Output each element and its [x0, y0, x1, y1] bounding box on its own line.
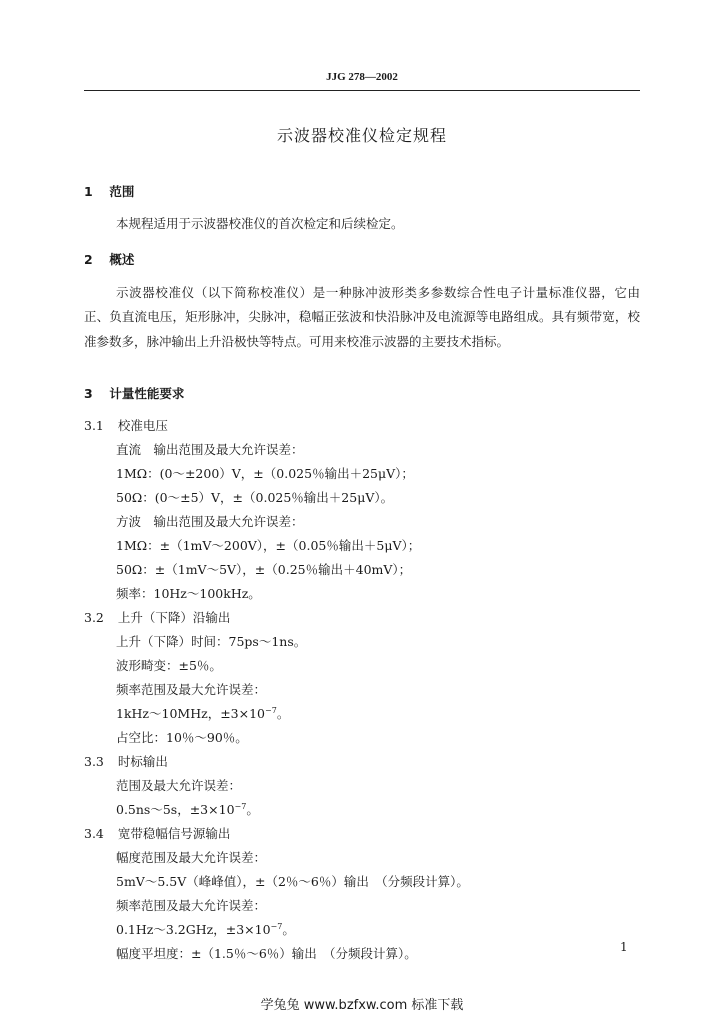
- freq-range-spec: [116, 706, 289, 722]
- freq-range-spec-main: 1kHz～10MHz，±3×10: [116, 706, 266, 721]
- section-1-number: 1: [84, 184, 93, 199]
- header-code: JJG 278—2002: [326, 71, 398, 83]
- item-3-1-number: 3.1: [84, 418, 104, 433]
- section-2-number: 2: [84, 252, 93, 267]
- section-2-heading: [84, 252, 134, 268]
- time-mark-spec-end: 。: [246, 802, 259, 817]
- square-1mohm-spec: 1MΩ：±（1mV～200V），±（0.05％输出＋5μV）；: [116, 538, 421, 553]
- section-3-title: 计量性能要求: [109, 386, 185, 401]
- square-frequency: 频率：10Hz～100kHz。: [116, 586, 261, 601]
- section-3-heading: [84, 386, 184, 402]
- signal-freq-spec-exponent: −7: [270, 921, 283, 931]
- item-3-2-title: 上升（下降）沿输出: [117, 610, 231, 625]
- item-3-1-heading: [84, 418, 168, 434]
- section-1-text: 本规程适用于示波器校准仪的首次检定和后续检定。: [116, 216, 404, 231]
- amplitude-range-spec: 5mV～5.5V（峰峰值），±（2％～6％）输出 （分频段计算）。: [116, 874, 469, 889]
- signal-freq-spec-end: 。: [282, 922, 295, 937]
- header-rule: [84, 90, 640, 91]
- time-mark-range-label: 范围及最大允许误差：: [116, 778, 242, 793]
- dc-50ohm-spec: 50Ω：(0～±5）V，±（0.025％输出＋25μV）。: [116, 490, 394, 505]
- duty-cycle-spec: 占空比：10％～90％。: [116, 730, 248, 745]
- item-3-2-number: 3.2: [84, 610, 104, 625]
- freq-range-label: 频率范围及最大允许误差：: [116, 682, 267, 697]
- freq-range-spec-exponent: −7: [265, 705, 277, 715]
- item-3-3-number: 3.3: [84, 754, 104, 769]
- section-3-number: 3: [84, 386, 93, 401]
- section-2-title: 概述: [109, 252, 135, 267]
- time-mark-spec-exponent: −7: [234, 801, 247, 811]
- rise-time-spec: 上升（下降）时间：75ps～1ns。: [116, 634, 307, 649]
- square-range-label: 方波 输出范围及最大允许误差：: [116, 514, 304, 529]
- time-mark-spec: [116, 802, 259, 818]
- signal-freq-range-label: 频率范围及最大允许误差：: [116, 898, 267, 913]
- square-50ohm-spec: 50Ω：±（1mV～5V），±（0.25％输出＋40mV）；: [116, 562, 412, 577]
- item-3-4-title: 宽带稳幅信号源输出: [117, 826, 231, 841]
- signal-freq-spec-main: 0.1Hz～3.2GHz，±3×10: [116, 922, 271, 937]
- signal-freq-range-spec: [116, 922, 295, 938]
- footer-watermark: 学兔兔 www.bzfxw.com 标准下载: [260, 998, 464, 1013]
- item-3-4-number: 3.4: [84, 826, 104, 841]
- time-mark-spec-main: 0.5ns～5s，±3×10: [116, 802, 235, 817]
- page-title: 示波器校准仪检定规程: [276, 126, 447, 145]
- waveform-distortion-spec: 波形畸变：±5％。: [116, 658, 222, 673]
- item-3-3-heading: [84, 754, 168, 770]
- item-3-4-heading: [84, 826, 230, 842]
- amplitude-flatness-spec: 幅度平坦度：±（1.5％～6％）输出 （分频段计算）。: [116, 946, 417, 961]
- dc-1mohm-spec: 1MΩ：(0～±200）V，±（0.025％输出＋25μV）；: [116, 466, 414, 481]
- section-2-paragraph: 示波器校准仪（以下简称校准仪）是一种脉冲波形类多参数综合性电子计量标准仪器，它由正、负直流电压，矩形脉冲，尖脉冲，稳幅正弦波和快沿脉冲及电流源等电路组成。具有频带宽，校准参数多，脉冲输出上升沿极快等特点。可用来校准示波器的主要技术指标。: [84, 285, 640, 349]
- dc-range-label: 直流 输出范围及最大允许误差：: [116, 442, 304, 457]
- page-number: 1: [620, 940, 628, 954]
- section-1-title: 范围: [109, 184, 135, 199]
- freq-range-spec-end: 。: [276, 706, 290, 721]
- item-3-1-title: 校准电压: [117, 418, 168, 433]
- item-3-3-title: 时标输出: [117, 754, 168, 769]
- item-3-2-heading: [84, 610, 230, 626]
- section-1-heading: [84, 184, 134, 200]
- amplitude-range-label: 幅度范围及最大允许误差：: [116, 850, 267, 865]
